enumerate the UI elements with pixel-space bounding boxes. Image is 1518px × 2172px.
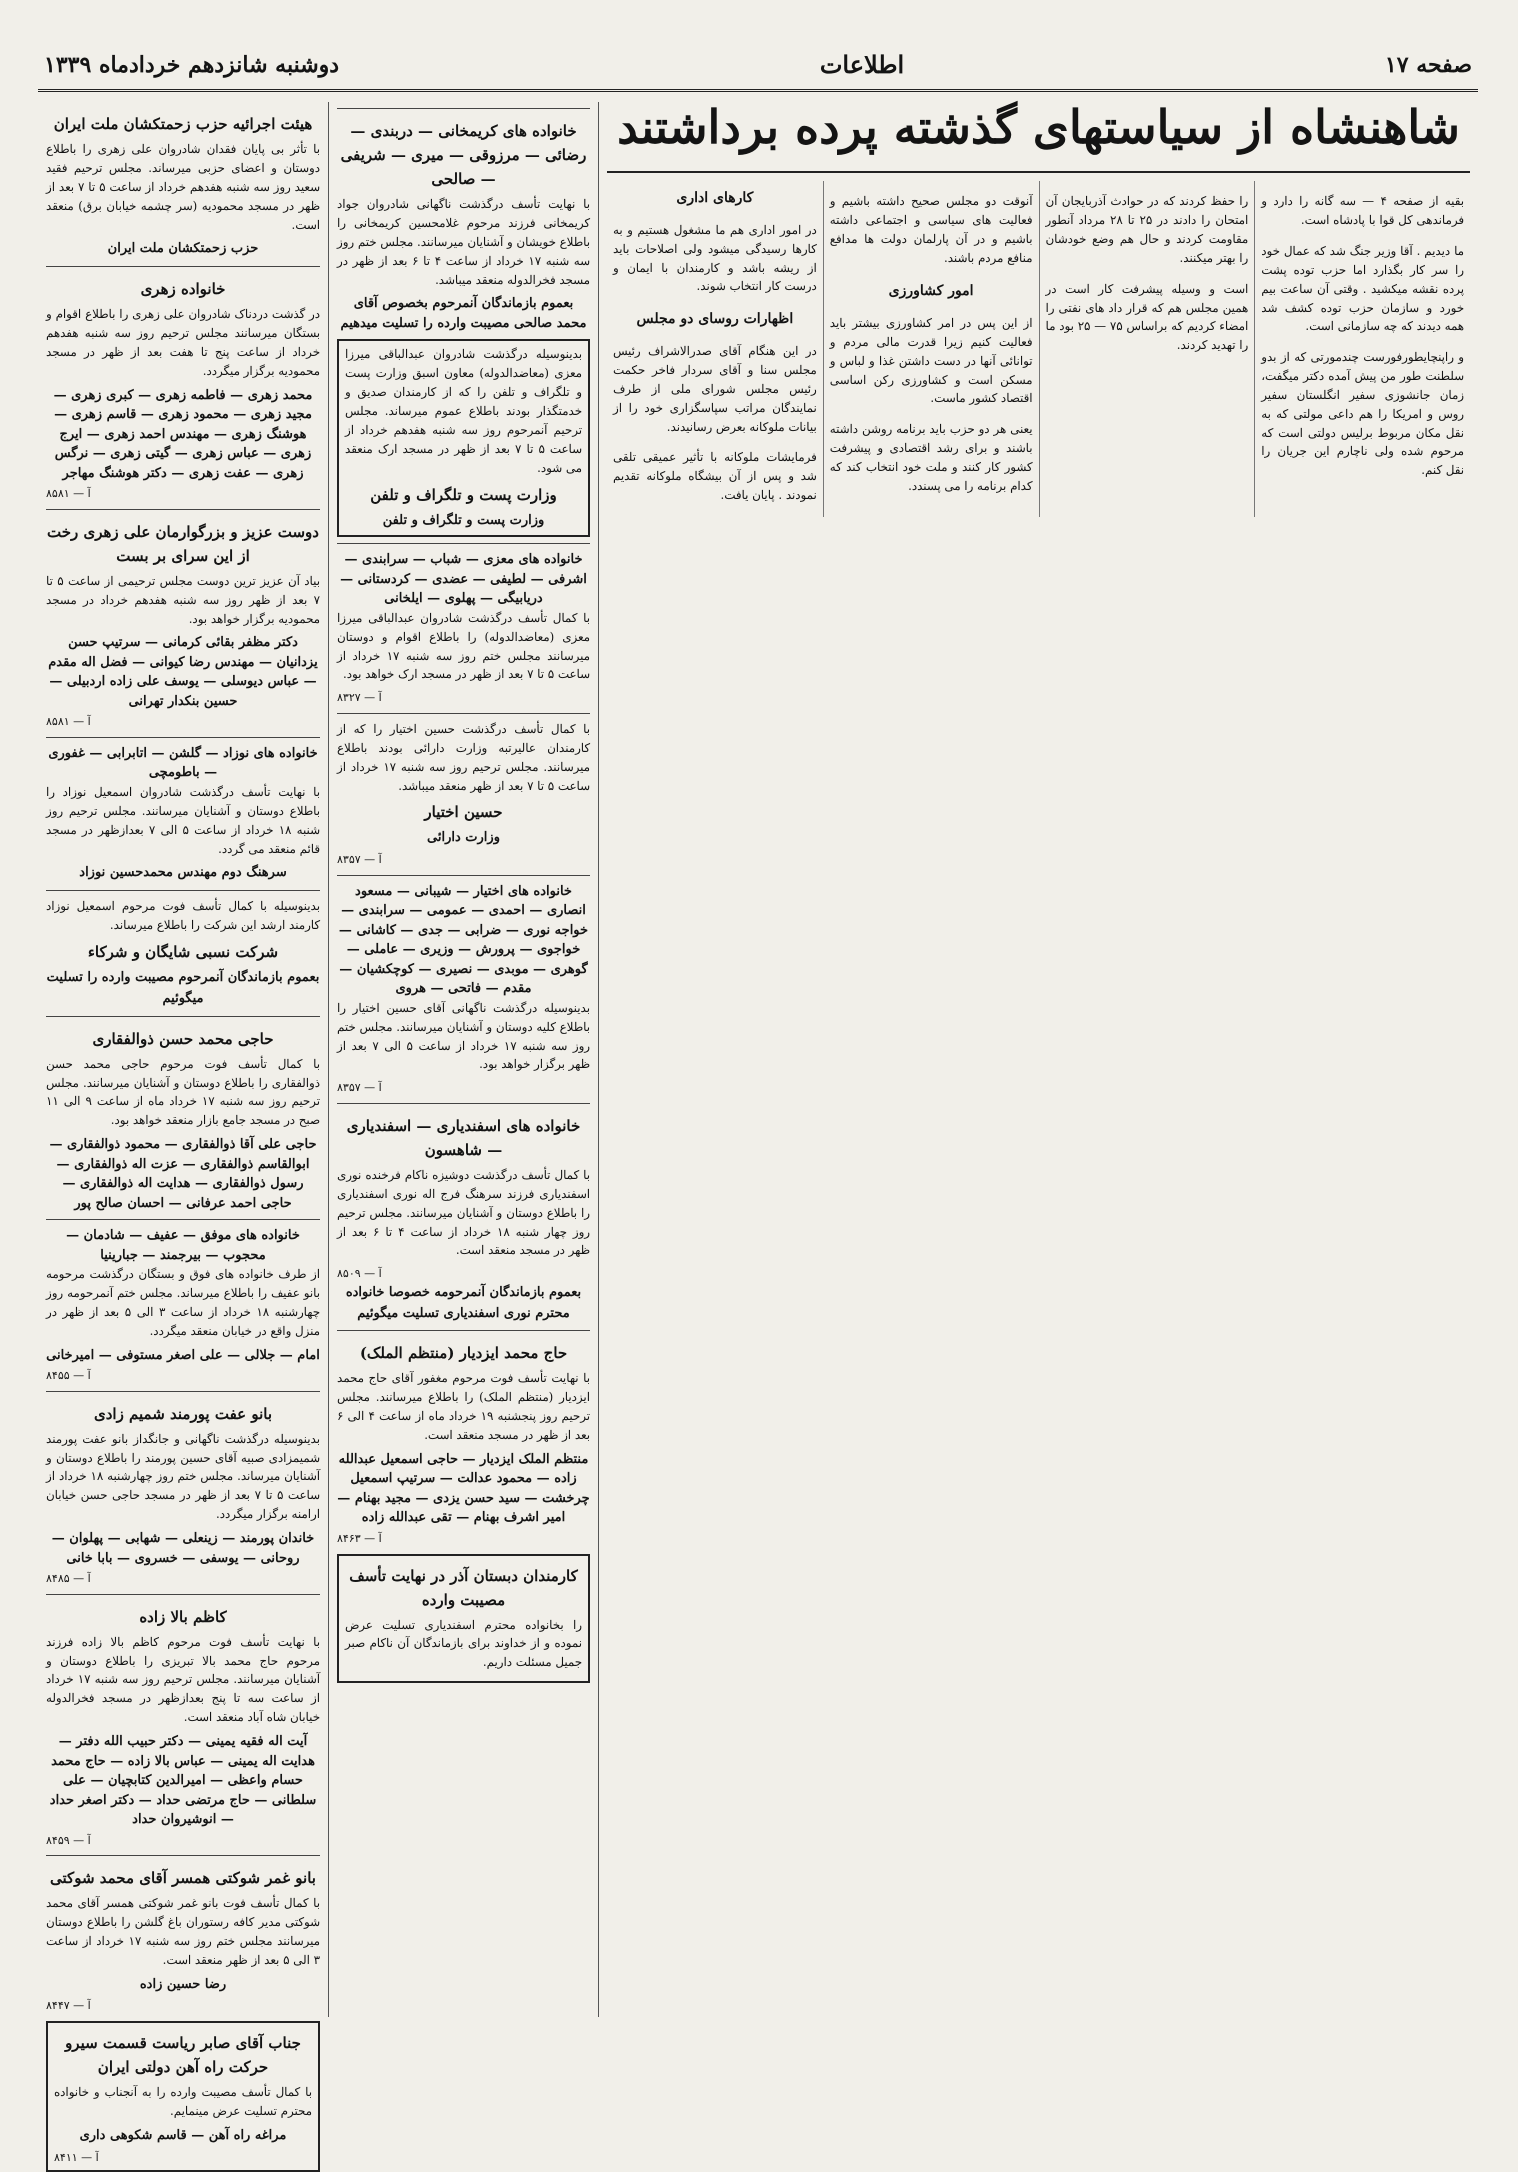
notice-body: با کمال تأسف فوت بانو غمر شوکتی همسر آقای محمد شوکتی مدیر کافه رستوران باغ گلشن را باطلاع دوستان میرسانند مجلس ختم روز سه شنبه ۱۷ خرداد از ساعت ۳ الی ۵ بعد از ظهر منعقد است.: [46, 1896, 320, 1967]
notice-code: آ — ۸۴۱۱: [54, 2150, 99, 2164]
notice-title: خانواده های معزی — شباب — سرابندی — اشرفی — لطیفی — عضدی — کردستانی — دریابیگی — پهلوی — ایلخانی: [340, 552, 587, 607]
notice-code: آ — ۸۵۸۱: [46, 487, 91, 501]
notice-title: خانواده های نوزاد — گلشن — اتابرابی — غفوری — باطومچی: [48, 745, 318, 781]
notice-names: محمد زهری — فاطمه زهری — کبری زهری — مجید زهری — محمود زهری — قاسم زهری — هوشنگ زهری — مهندس احمد زهری — ایرج زهری — عباس زهری — گیتی زهری — نرگس زهری — عفت زهری — دکتر هوشنگ مهاجر: [53, 387, 313, 481]
lead-col-2: [1039, 181, 1255, 517]
notice-title: بانو غمر شوکتی همسر آقای محمد شوکتی: [50, 1869, 316, 1888]
notice: [46, 890, 320, 1009]
notice-code: آ — ۸۳۵۷: [337, 853, 382, 867]
section-heading-admin: کارهای اداری: [676, 189, 754, 206]
notice-code: آ — ۸۴۶۳: [337, 1531, 382, 1545]
notice-body: با نهایت تأسف درگذشت شادروان اسمعیل نوزاد را باطلاع دوستان و آشنایان میرسانند. مجلس ترحیم روز شنبه ۱۸ خرداد از ساعت ۵ الی ۷ بعدازظهر در مسجد قائم منعقد می گردد.: [46, 784, 320, 856]
notice-names: بعموم بازماندگان آنمرحوم مصیبت وارده را تسلیت میگوئیم: [46, 970, 320, 1006]
notice: [337, 108, 590, 333]
notice-body: را بخانواده محترم اسفندیاری تسلیت عرض نموده و از خداوند برای بازماندگان آن ناکام صبر جمیل مسئلت داریم.: [345, 1617, 582, 1670]
notice: [46, 1855, 320, 2015]
notice-names: بعموم بازماندگان آنمرحوم بخصوص آقای محمد صالحی مصیبت وارده را تسلیت میدهیم: [340, 296, 587, 331]
notice-title: دوست عزیز و بزرگوارمان علی زهری رخت از این سرای بر بست: [47, 522, 319, 565]
notice: [46, 1016, 320, 1214]
notice-body: در گذشت دردناک شادروان علی زهری را باطلاع اقوام و بستگان میرسانند مجلس ترحیم روز سه شنبه هفدهم خرداد از ساعت پنج تا هفت بعد از ظهر در مسجد محمودیه برگزار میگردد.: [46, 307, 320, 378]
notice: [46, 102, 320, 260]
notice-code: آ — ۸۵۸۱: [46, 715, 91, 729]
notice-code: آ — ۸۴۵۹: [46, 1833, 91, 1847]
notice-title: خانواده های کریمخانی — دربندی — رضائی — مرزوقی — میری — شریفی — صالحی: [340, 122, 587, 188]
notice-names: امام — جلالی — علی اصغر مستوفی — امیرخانی: [46, 1347, 320, 1363]
notice-body: بدینوسیله درگذشت شادروان عبدالباقی میرزا معزی (معاضدالدوله) معاون اسبق وزارت پست و تلگراف و تلفن را که از کارمندان صدیق و خدمتگذار بودند باطلاع عموم میرساند. مجلس ترحیم آنمرحوم روز سه شنبه هفدهم خرداد از ساعت ۵ تا ۷ بعد از ظهر در مسجد ارک منعقد می شود.: [345, 347, 582, 475]
notice-body: بدینوسیله درگذشت ناگهانی آقای حسین اختیار را باطلاع کلیه دوستان و آشنایان میرسانند. مجلس ختم روز سه شنبه ۱۷ خرداد از ساعت ۵ الی ۷ بعد از ظهر برگزار خواهد بود.: [337, 1000, 590, 1072]
notice: [46, 1219, 320, 1385]
notice-title: خانواده های موفق — عفیف — شادمان — محجوب — بیرجمند — جبارینیا: [66, 1228, 300, 1263]
notice-title: خانواده زهری: [140, 280, 226, 299]
lead-paragraph: را حفظ کردند که در حوادث آذربایجان آن امتحان را دادند در ۲۵ تا ۲۸ مرداد آنطور مقاومت کردند و حال هم وضع خودشان را بهتر میکنند.: [1045, 194, 1249, 266]
notice-title: حاجی محمد حسن ذوالفقاری: [92, 1029, 274, 1048]
notice-names: رضا حسین زاده: [139, 1976, 227, 1992]
notice-body: با تأثر بی پایان فقدان شادروان علی زهری را باطلاع دوستان و اعضای حزبی میرساند. مجلس ترحیم فقید سعید روز سه شنبه هفدهم خرداد از ساعت ۵ تا ۷ بعد از ظهر در مسجد محمودیه (سر چشمه خیابان برق) منعقد است.: [46, 142, 320, 232]
notice-code: آ — ۸۴۴۷: [46, 1999, 91, 2013]
notice-title: خانواده های اسفندیاری — اسفندیاری — شاهسون: [346, 1116, 581, 1159]
lead-paragraph: از این پس در امر کشاورزی بیشتر باید فعالیت کنیم زیرا قدرت مالی مردم و توانائی آنها در دست داشتن غذا و لباس و مسکن است و کشاورزی رکن اساسی اقتصاد کشور ماست.: [829, 315, 1033, 406]
notice-body: با کمال تأسف درگذشت حسین اختیار را که از کارمندان عالیرتبه وزارت دارائی بودند باطلاع میرسانند. مجلس ترحیم روز سه شنبه ۱۷ خرداد از ساعت ۵ تا ۷ بعد از ظهر منعقد میباشد.: [337, 721, 591, 793]
notice-body: بیاد آن عزیز ترین دوست مجلس ترحیمی از ساعت ۵ تا ۷ بعد از ظهر روز سه شنبه هفدهم خرداد در مسجد محمودیه برگزار خواهد بود.: [46, 573, 320, 626]
notice: [337, 339, 590, 537]
notice-names: منتظم الملک ایزدیار — حاجی اسمعیل عبدالله زاده — محمود عدالت — سرتیپ اسمعیل چرخشت — سید حسن یزدی — مجید بهنام — امیر اشرف بهنام — تقی عبدالله زاده: [337, 1451, 590, 1526]
notice-body: با کمال تأسف درگذشت دوشیزه ناکام فرخنده نوری اسفندیاری فرزند سرهنگ فرج اله نوری اسفندیاری را باطلاع دوستان و آشنایان میرسانند. مجلس ترحیم روز چهار شنبه ۱۸ خرداد از ساعت ۴ تا ۶ بعد از ظهر در مسجد منعقد است.: [337, 1167, 590, 1258]
notice-body: بدینوسیله درگذشت ناگهانی و جانگداز بانو عفت پورمند شمیمزادی صبیه آقای حسین پورمند را باطلاع دوستان و آشنایان میرساند. مجلس ختم روز چهارشنبه ۱۸ خرداد از ساعت ۵ تا ۷ بعد از ظهر در مسجد حاجی حسن خیابان ارامنه برگزار میگردد.: [46, 1431, 320, 1522]
notice-title: حاج محمد ایزدیار (منتظم الملک): [359, 1344, 568, 1363]
section-heading-speakers: اظهارات روسای دو مجلس: [636, 311, 794, 328]
notice-names: وزارت پست و تلگراف و تلفن: [382, 512, 545, 528]
notice-title: خانواده های اختیار — شیبانی — مسعود انصاری — احمدی — عمومی — سرابندی — خواجه نوری — ضرابی — جدی — کاشانی — خواجوی — پرورش — وزیری — عاملی — گوهری — موبدی — نصیری — کوچکشیان — مقدم — فاتحی — هروی: [338, 883, 589, 997]
columns: [38, 100, 1478, 2164]
notice-title: بانو عفت پورمند شمیم زادی: [93, 1404, 272, 1423]
notice-names: سرهنگ دوم مهندس محمدحسین نوزاد: [79, 865, 287, 881]
notice-title: جناب آقای صابر ریاست قسمت سیرو حرکت راه آهن دولتی ایران: [65, 2034, 301, 2077]
notice-code: آ — ۸۵۰۹: [337, 1267, 382, 1281]
notice: [46, 1391, 320, 1588]
lead-ending: فرمایشات ملوکانه با تأثیر عمیقی تلقی شد و پس از آن بیشگاه ملوکانه تقدیم نمودند . پایان یافت.: [613, 450, 817, 503]
notice-names: حاجی علی آقا ذوالفقاری — محمود ذوالفقاری — ابوالقاسم ذوالفقاری — عزت اله ذوالفقاری — رسول ذوالفقاری — هدایت اله ذوالفقاری — حاجی احمد عرفانی — احسان صالح پور: [49, 1137, 317, 1211]
notice: [46, 266, 320, 503]
notice-names: مراغه راه آهن — قاسم شکوهی داری: [79, 2127, 287, 2143]
notice-body: با کمال تأسف درگذشت شادروان عبدالباقی میرزا معزی (معاضدالدوله) را باطلاع اقوام و دوستان میرسانند مجلس ختم روز سه شنبه ۱۷ خرداد از ساعت ۵ تا ۷ بعد از ظهر در مسجد ارک خواهد بود.: [337, 610, 590, 682]
lead-paragraph: در امور اداری هم ما مشغول هستیم و به کارها رسیدگی میشود ولی اصلاحات باید از ریشه باشد و کارمندان با ایمان و درست کار انتخاب شوند.: [613, 222, 817, 294]
notice: [337, 1103, 590, 1325]
notice-names: خاندان پورمند — زینعلی — شهابی — پهلوان — روحانی — یوسفی — خسروی — بابا خانی: [51, 1531, 315, 1566]
notice-body: بدینوسیله با کمال تأسف فوت مرحوم اسمعیل نوزاد کارمند ارشد این شرکت را باطلاع میرساند.: [46, 899, 320, 933]
lead-paragraph: است و وسیله پیشرفت کار است در همین مجلس هم که قرار داد های نفتی را امضاء کردیم که براساس ۷۵ — ۲۵ بود ما را تهدید کردند.: [1045, 281, 1249, 353]
notice-code: آ — ۸۴۸۵: [46, 1572, 91, 1586]
notice-names: وزارت دارائی: [427, 830, 500, 846]
notice-body: از طرف خانواده های فوق و بستگان درگذشت مرحومه بانو عفیف را باطلاع میرساند. مجلس ختم آنمرحومه روز چهارشنبه ۱۸ خرداد از ساعت ۳ الی ۵ بعد از ظهر در منزل واقع در خیابان منعقد میگردد.: [46, 1267, 320, 1338]
lead-paragraph: ما دیدیم . آقا وزیر جنگ شد که عمال خود را سر کار بگذارد اما حزب توده پشت پرده نقشه میکشید . وقتی آن ساعت بیم خورد و سازمان حزب توده کشف شد همه دیدند که چه سازمانی است.: [1261, 243, 1464, 334]
notice-names: دکتر مظفر بقائی کرمانی — سرتیپ حسن یزدانیان — مهندس رضا کیوانی — فضل اله مقدم — عباس دیوسلی — یوسف علی زاده اردبیلی — حسین بنکدار تهرانی: [48, 635, 318, 709]
page-number: صفحه ۱۷: [1384, 51, 1472, 78]
notice-title: وزارت پست و تلگراف و تلفن: [370, 485, 557, 504]
headline: شاهنشاه از سیاستهای گذشته پرده برداشتند: [617, 100, 1460, 154]
issue-date: دوشنبه شانزدهم خردادماه ۱۳۳۹: [44, 51, 340, 78]
lead-article: [598, 102, 1478, 2017]
lead-intro: بقیه از صفحه ۴ — سه گانه را دارد و فرماندهی کل قوا با پادشاه است.: [1261, 194, 1464, 228]
notice: [46, 2021, 320, 2172]
lead-col-4: [607, 181, 823, 517]
lead-col-1: [1254, 181, 1470, 517]
notice-body: با نهایت تأسف فوت مرحوم کاظم بالا زاده فرزند مرحوم حاج محمد بالا تبریزی را باطلاع دوستان و آشنایان میرسانند. مجلس ترحیم روز سه شنبه ۱۷ خرداد از ساعت سه تا پنج بعدازظهر در مسجد فخرالدوله خیابان شاه آباد منعقد است.: [46, 1634, 321, 1725]
notice-title: حسین اختیار: [424, 803, 503, 822]
section-heading-agriculture: امور کشاورزی: [888, 282, 974, 299]
notice-title: کارمندان دبستان آذر در نهایت تأسف مصیبت وارده: [349, 1566, 578, 1609]
notice-body: با کمال تأسف فوت مرحوم حاجی محمد حسن ذوالفقاری را باطلاع دوستان و آشنایان میرسانند. مجلس ترحیم روز سه شنبه ۱۷ خرداد ماه از ساعت ۹ الی ۱۱ صبح در مسجد جامع بازار منعقد خواهد بود.: [46, 1056, 320, 1128]
notice-names: حزب زحمتکشان ملت ایران: [107, 241, 259, 257]
notice-code: آ — ۸۳۲۷: [337, 691, 382, 705]
notice-code: آ — ۸۳۵۷: [337, 1081, 382, 1095]
notice: [46, 737, 320, 884]
notice-body: با کمال تأسف مصیبت وارده را به آنجناب و خانواده محترم تسلیت عرض مینمایم.: [54, 2085, 312, 2118]
notice-title: شرکت نسبی شایگان و شرکاء: [87, 943, 279, 962]
notice-body: با نهایت تأسف درگذشت ناگهانی شادروان جواد کریمخانی فرزند مرحوم غلامحسین کریمخانی را باطلاع خویشان و آشنایان میرسانند. مجلس ختم روز سه شنبه ۱۷ خرداد از ساعت ۴ تا ۶ بعد از ظهر در مسجد فخرالدوله منعقد میباشد.: [337, 197, 590, 287]
masthead: [38, 44, 1478, 92]
notice-code: آ — ۸۴۵۵: [46, 1369, 91, 1383]
notice: [337, 1554, 590, 1684]
notice-names: بعموم بازماندگان آنمرحومه خصوصا خانواده محترم نوری اسفندیاری تسلیت میگوئیم: [345, 1284, 582, 1321]
lead-paragraph: و راپنچایطورفورست چندمورتی که از بدو سلطنت طور من پیش آمده دکتر میگفت، زمان جانشوزی سفیر انگلستان سفیر روس و امریکا را هم داعی مولتی که به نقل مکان مربوط برلیس دولتی است که مرحوم شده ولی ناچارم این جریان را نقل کنم.: [1261, 350, 1464, 478]
notice: [337, 1330, 590, 1547]
notices-column-center: [328, 102, 598, 2017]
notice-title: کاظم بالا زاده: [139, 1607, 227, 1626]
notice: [337, 543, 590, 707]
lead-col-3: [823, 181, 1039, 517]
notice: [337, 875, 590, 1097]
lead-paragraph: در این هنگام آقای صدرالاشراف رئیس مجلس سنا و آقای سردار فاخر حکمت رئیس مجلس شورای ملی از طرف نمایندگان مراتب سپاسگزاری خود را از بیانات ملوکانه بعرض رسانیدند.: [613, 344, 817, 434]
headline-block: [607, 102, 1470, 173]
notice: [46, 509, 320, 731]
notice: [46, 1594, 320, 1849]
notice: [337, 713, 590, 869]
lead-columns: [607, 181, 1470, 517]
notices-column-left: [38, 102, 328, 2164]
paper-name: اطلاعات: [819, 50, 905, 79]
lead-paragraph: یعنی هر دو حزب باید برنامه روشن داشته باشند و برای رشد اقتصادی و پیشرفت کشور کار کنند و ملت خود انتخاب کند که کدام برنامه را می پسندد.: [829, 422, 1033, 493]
lead-paragraph: آنوقت دو مجلس صحیح داشته باشیم و فعالیت های سیاسی و اجتماعی داشته باشیم و در آن پارلمان دولت ها مدافع منافع مردم باشند.: [829, 194, 1033, 266]
notice-body: با نهایت تأسف فوت مرحوم مغفور آقای حاج محمد ایزدیار (منتظم الملک) را باطلاع میرسانند. مجلس ترحیم روز پنجشنبه ۱۹ خرداد ماه از ساعت ۴ الی ۶ بعد از ظهر در مسجد منعقد است.: [337, 1371, 590, 1443]
notice-names: آیت اله فقیه یمینی — دکتر حبیب الله دفتر — هدایت اله یمینی — عباس بالا زاده — حاج محمد حسام واعظی — امیرالدین کتابچیان — علی سلطانی — حاج مرتضی حداد — دکتر اصغر حداد — انوشیروان حداد: [49, 1734, 317, 1828]
notice-title: هیئت اجرائیه حزب زحمتکشان ملت ایران: [53, 115, 313, 133]
